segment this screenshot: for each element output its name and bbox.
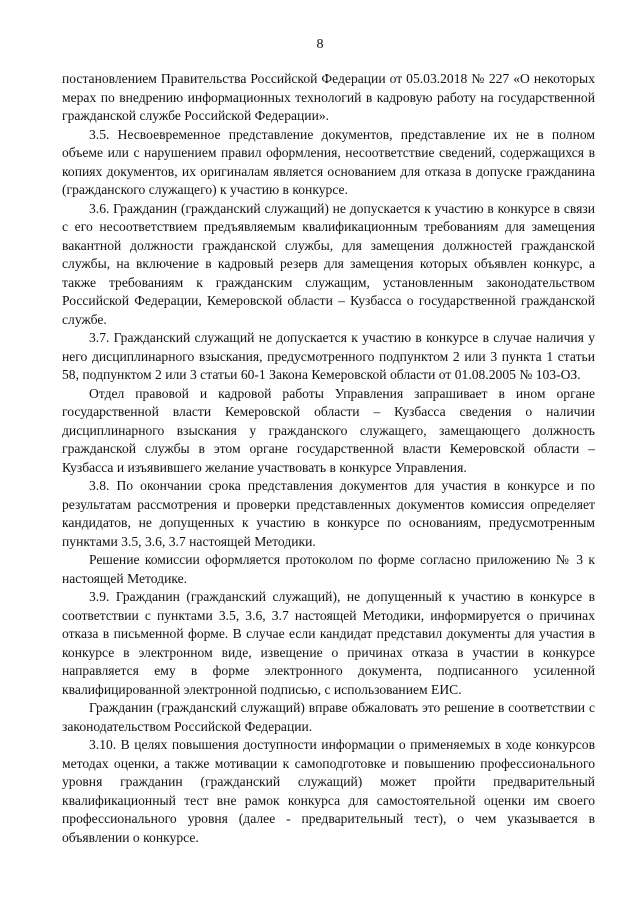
paragraph-personnel-request: Отдел правовой и кадровой работы Управления запрашивает в ином органе государственной власти Кемеровской области – Кузбасса сведения о наличии дисциплинарного взыскания у гражданского служащего, замещающего должность гражданской службы в этом органе государственной власти Кемеровской области – Кузбасса и изъявившего желание участвовать в конкурсе Управления. [62, 385, 595, 475]
paragraph-3-8: 3.8. По окончании срока представления документов для участия в конкурсе и по результатам рассмотрения и проверки представленных документов комиссия определяет кандидатов, не допущенных к участию в конкурсе по основаниям, предусмотренным пунктами 3.5, 3.6, 3.7 настоящей Методики. [62, 478, 595, 549]
document-body [62, 70, 595, 847]
paragraph-appeal: Гражданин (гражданский служащий) вправе обжаловать это решение в соответствии с законодательством Российской Федерации. [62, 700, 595, 734]
paragraph-commission-decision: Решение комиссии оформляется протоколом по форме согласно приложению № 3 к настоящей Методике. [62, 552, 595, 586]
paragraph-continuation: постановлением Правительства Российской Федерации от 05.03.2018 № 227 «О некоторых мерах по внедрению информационных технологий в кадровую работу на государственной гражданской службе Российской Федерации». [62, 71, 595, 123]
paragraph-3-7: 3.7. Гражданский служащий не допускается к участию в конкурсе в случае наличия у него дисциплинарного взыскания, предусмотренного подпунктом 2 или 3 пункта 1 статьи 58, подпунктом 2 или 3 статьи 60-1 Закона Кемеровской области от 01.08.2005 № 103-ОЗ. [62, 330, 595, 382]
paragraph-3-5: 3.5. Несвоевременное представление документов, представление их не в полном объеме или с нарушением правил оформления, несоответствие сведений, содержащихся в копиях документов, их оригиналам является основанием для отказа в допуске гражданина (гражданского служащего) к участию в конкурсе. [62, 126, 595, 197]
paragraph-3-10: 3.10. В целях повышения доступности информации о применяемых в ходе конкурсов методах оценки, а также мотивации к самоподготовке и повышению профессионального уровня гражданин (гражданский служащий) может пройти предварительный квалификационный тест вне рамок конкурса для самостоятельной оценки им своего профессионального уровня (далее - предварительный тест), о чем указывается в объявлении о конкурсе. [62, 737, 595, 845]
paragraph-3-6: 3.6. Гражданин (гражданский служащий) не допускается к участию в конкурсе в связи с его несоответствием предъявляемым квалификационным требованиям для замещения вакантной должности гражданской службы, для замещения должностей гражданской службы, на включение в кадровый резерв для замещения которых объявлен конкурс, а также требованиям к гражданским служащим, установленным законодательством Российской Федерации, Кемеровской области – Кузбасса о государственной гражданской службе. [62, 200, 595, 327]
page-number: 8 [316, 37, 324, 52]
paragraph-3-9: 3.9. Гражданин (гражданский служащий), не допущенный к участию в конкурсе в соответствии с пунктами 3.5, 3.6, 3.7 настоящей Методики, информируется о причинах отказа в письменной форме. В случае если кандидат представил документы для участия в конкурсе в электронном виде, извещение о причинах отказа в участии в конкурсе направляется ему в форме электронного документа, подписанного усиленной квалифицированной электронной подписью, с использованием ЕИС. [62, 589, 595, 697]
